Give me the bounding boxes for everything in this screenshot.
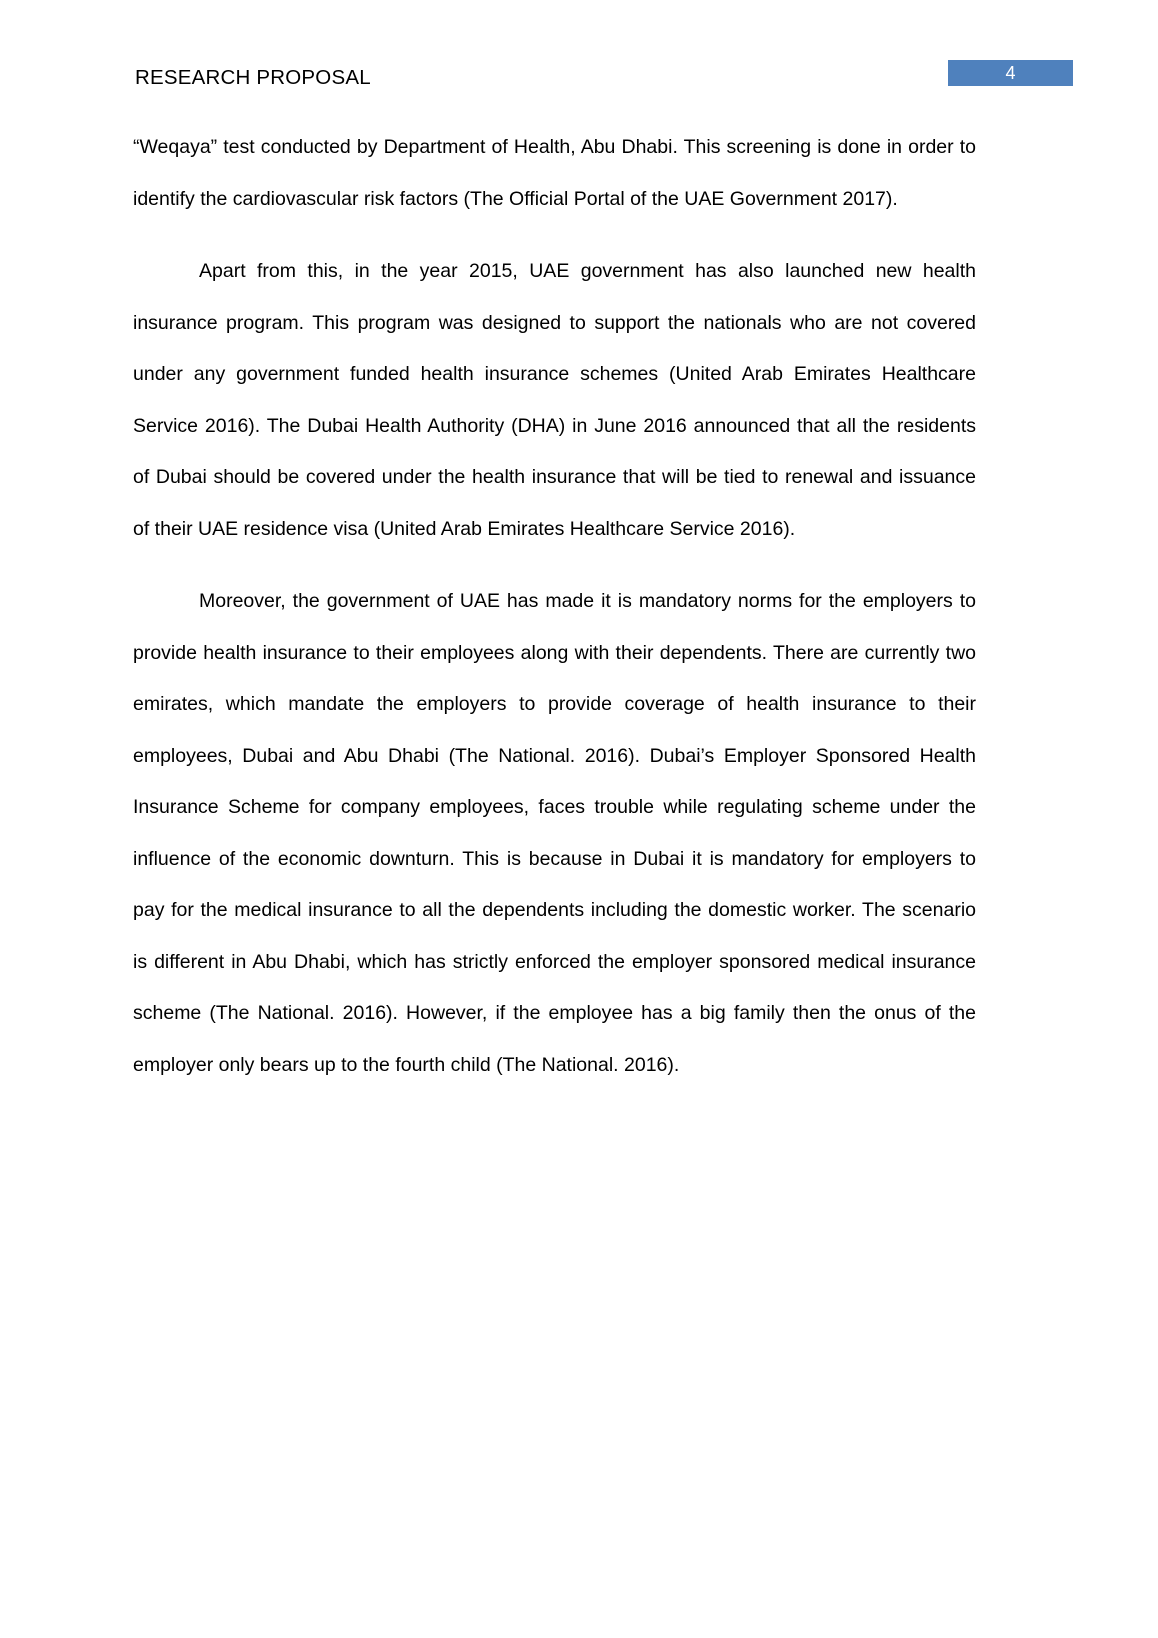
page-number-highlight (948, 60, 1073, 86)
document-body (133, 122, 976, 1091)
page-title: RESEARCH PROPOSAL (135, 66, 371, 89)
page-header (135, 60, 1073, 100)
paragraph-1: “Weqaya” test conducted by Department of Health, Abu Dhabi. This screening is done in order to identify the cardiovascular risk factors (The Official Portal of the UAE Government 2017). (133, 136, 976, 210)
paragraph-2: Apart from this, in the year 2015, UAE government has also launched new health insurance program. This program was designed to support the nationals who are not covered under any government funded health insurance schemes (United Arab Emirates Healthcare Service 2016). The Dubai Health Authority (DHA) in June 2016 announced that all the residents of Dubai should be covered under the health insurance that will be tied to renewal and issuance of their UAE residence visa (United Arab Emirates Healthcare Service 2016). (133, 260, 976, 540)
paragraph-3: Moreover, the government of UAE has made it is mandatory norms for the employers to provide health insurance to their employees along with their dependents. There are currently two emirates, which mandate the employers to provide coverage of health insurance to their employees, Dubai and Abu Dhabi (The National. 2016). Dubai’s Employer Sponsored Health Insurance Scheme for company employees, faces trouble while regulating scheme under the influence of the economic downturn. This is because in Dubai it is mandatory for employers to pay for the medical insurance to all the dependents including the domestic worker. The scenario is different in Abu Dhabi, which has strictly enforced the employer sponsored medical insurance scheme (The National. 2016). However, if the employee has a big family then the onus of the employer only bears up to the fourth child (The National. 2016). (133, 590, 976, 1076)
page-number: 4 (1005, 63, 1016, 83)
